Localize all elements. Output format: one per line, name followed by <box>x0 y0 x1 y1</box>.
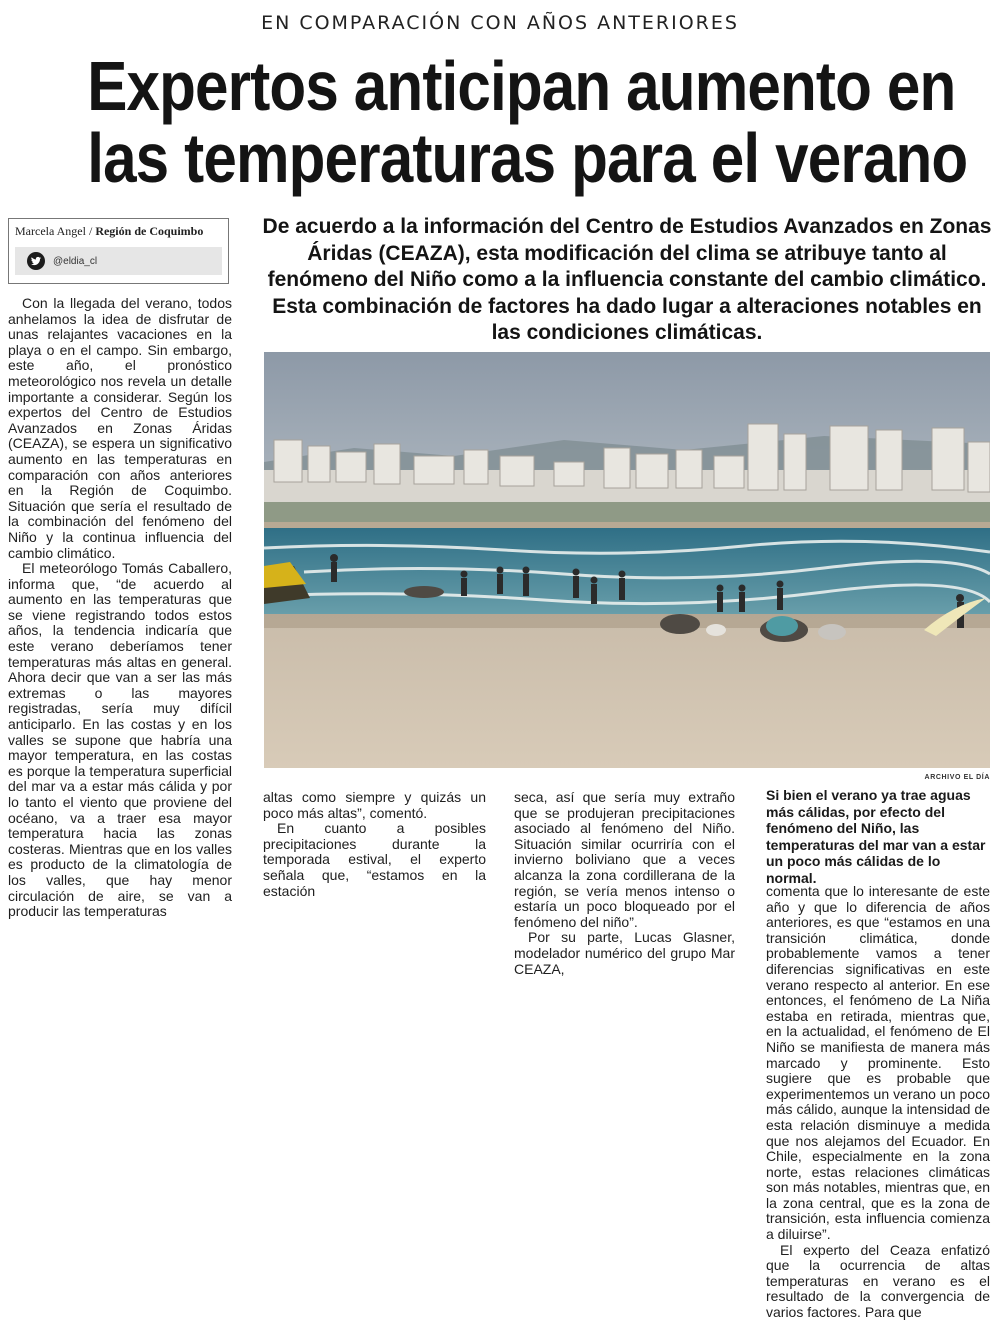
beach-photo <box>264 352 990 768</box>
paragraph: El experto del Ceaza enfatizó que la ocurrencia de altas temperaturas en verano es el resultado de la convergencia de varios factores. Para que <box>766 1241 990 1321</box>
paragraph: En cuanto a posibles precipitaciones durante la temporada estival, el experto señala que, “estamos en la estación <box>263 820 486 899</box>
byline-author: Marcela Angel <box>15 224 86 238</box>
twitter-bird-icon <box>27 252 45 270</box>
article-kicker: EN COMPARACIÓN CON AÑOS ANTERIORES <box>261 12 739 34</box>
twitter-handle: @eldia_cl <box>53 255 98 267</box>
twitter-handle-bar[interactable] <box>15 247 222 275</box>
article-lead: De acuerdo a la información del Centro de Estudios Avanzados en Zonas Áridas (CEAZA), esta modificación del clima se atribuye tanto al fenómeno del Niño como a la influencia constante del cambio climático. Esta combinación de factores ha dado lugar a alteraciones notables en las condiciones climáticas. <box>262 215 992 344</box>
paragraph: Con la llegada del verano, todos anhelamos la idea de disfrutar de unas relajantes vacaciones en la playa o en el campo. Sin embargo, este año, el pronóstico meteorológico nos revela un detalle importante a considerar. Según los expertos del Centro de Estudios Avanzados en Zonas Áridas (CEAZA), se espera un significativo aumento en las temperaturas en comparación con años anteriores en la Región de Coquimbo. Situación que sería el resultado de la combinación del fenómeno del Niño y la continua influencia del cambio climático. <box>8 295 232 561</box>
text-column-3 <box>514 790 735 977</box>
article-headline <box>87 47 968 197</box>
headline-line-1: Expertos anticipan aumento en <box>87 47 956 125</box>
photo-credit: ARCHIVO EL DÍA <box>924 774 990 781</box>
byline-region: Región de Coquimbo <box>95 224 204 238</box>
byline-separator: / <box>88 224 93 238</box>
byline-box <box>8 218 229 284</box>
text-column-1 <box>8 296 232 920</box>
paragraph: altas como siempre y quizás un poco más altas”, comentó. <box>263 789 486 821</box>
headline-line-2: las temperaturas para el verano <box>87 119 968 197</box>
photo-caption: Si bien el verano ya trae aguas más cálidas, por efecto del fenómeno del Niño, las temperaturas del mar van a estar un poco más cálidas de lo normal. <box>766 787 986 886</box>
paragraph: comenta que lo interesante de este año y que lo diferencia de años anteriores, es que “estamos en una transición climática, donde probablemente vamos a tener diferencias significativas en este verano respecto al anterior. En ese entonces, el fenómeno de La Niña estaba en retirada, mientras que, en la actualidad, el fenómeno de El Niño se manifiesta de manera más marcado y prominente. Esto sugiere que es probable que experimentemos un verano un poco más cálido, aunque la intensidad de esta relación disminuye a medida que nos alejamos del Ecuador. En Chile, especialmente en la zona norte, estas relaciones climáticas son más notables, mientras que, en la zona central, que es la zona de transición, esta influencia comienza a diluirse”. <box>766 883 990 1243</box>
beach-scene-image <box>264 352 990 768</box>
paragraph: seca, así que sería muy extraño que se produjeran precipitaciones asociado al fenómeno del Niño. Situación similar ocurriría con el invierno boliviano que a veces alcanza la zona cordillerana de la región, se vería menos intenso o estaría un poco bloqueado por el fenómeno del niño”. <box>514 789 735 930</box>
paragraph: El meteorólogo Tomás Caballero, informa que, “de acuerdo al aumento en las temperaturas que se viene registrando todos estos años, la tendencia indicaría que este verano deberíamos tener temperaturas más altas en general. Ahora decir que van a ser las más extremas o las mayores registradas, sería muy difícil anticiparlo. En las costas y en los valles se supone que habría una mayor temperatura, en las costas es porque la temperatura superficial del mar va a estar más cálida y por lo tanto el viento que proviene del océano, va a traer esa mayor temperatura hacia las zonas costeras. Mientras que en los valles es producto de la climatología de los valles, que hay menor circulación de aire, se van a producir las temperaturas <box>8 560 232 920</box>
paragraph: Por su parte, Lucas Glasner, modelador numérico del grupo Mar CEAZA, <box>514 929 735 977</box>
byline <box>15 224 222 239</box>
text-column-4 <box>766 884 990 1321</box>
text-column-2 <box>263 790 486 899</box>
